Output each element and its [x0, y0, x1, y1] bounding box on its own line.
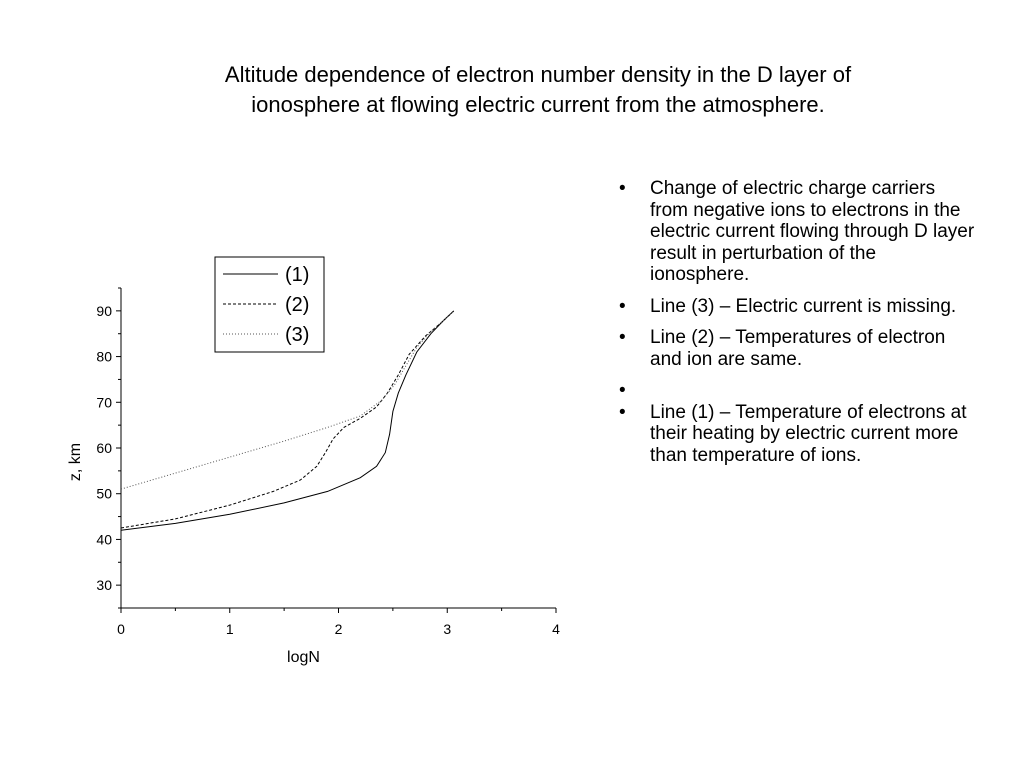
bullet-item: • Change of electric charge carriers from negative ions to electrons in the electric current flowing through D layer result in perturbation of the ionosphere. — [615, 178, 975, 286]
x-tick-label: 3 — [443, 621, 452, 637]
bullet-item: • Line (3) – Electric current is missing. — [615, 296, 975, 318]
bullet-item: • Line (2) – Temperatures of electron and ion are same. — [615, 327, 975, 370]
bullet-item: • Line (1) – Temperature of electrons at their heating by electric current more than temperature of ions. — [615, 402, 975, 467]
bullet-item-empty — [615, 380, 975, 402]
x-axis-label: logN — [287, 649, 320, 666]
x-tick-label: 0 — [117, 621, 125, 637]
legend-label: (1) — [285, 264, 310, 286]
y-tick-label: 30 — [96, 577, 112, 594]
legend-label: (3) — [285, 324, 310, 346]
legend-label: (2) — [285, 294, 310, 316]
y-tick-label: 60 — [96, 440, 112, 456]
x-tick-label: 1 — [225, 621, 234, 637]
y-tick-label: 90 — [96, 302, 112, 319]
y-tick-label: 70 — [96, 394, 112, 411]
y-tick-label: 50 — [96, 485, 112, 502]
x-tick-label: 2 — [334, 621, 343, 637]
x-tick-label: 4 — [552, 621, 560, 637]
y-axis-label: z, km — [67, 442, 84, 482]
title-line-1: Altitude dependence of electron number density in the D layer of — [224, 62, 852, 87]
y-tick-label: 40 — [96, 531, 112, 548]
bullet-list — [615, 178, 975, 476]
title-line-2: ionosphere at flowing electric current from the atmosphere. — [251, 92, 825, 117]
y-tick-label: 80 — [96, 348, 112, 365]
